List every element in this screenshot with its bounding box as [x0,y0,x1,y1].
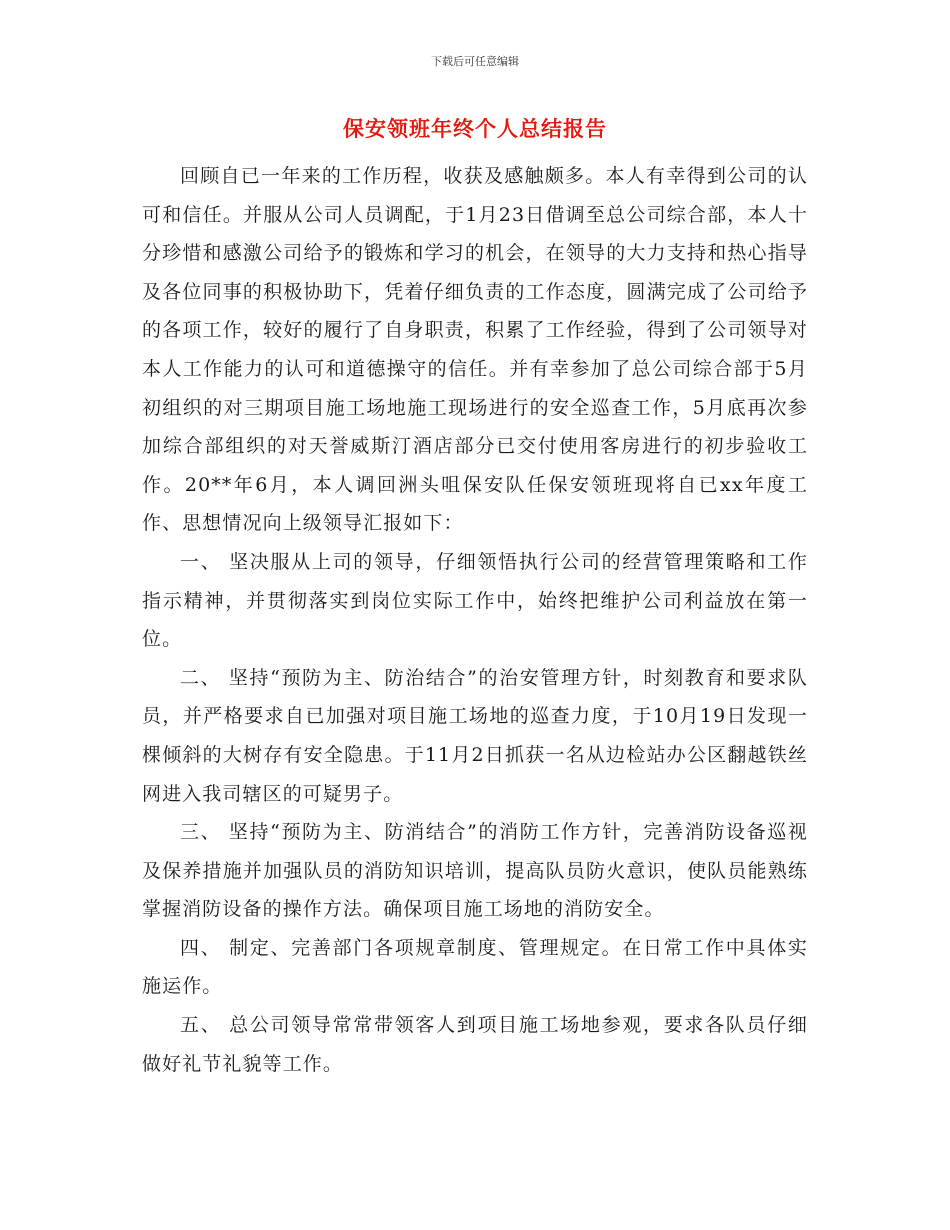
paragraph-item-5: 五、 总公司领导常常带领客人到项目施工场地参观，要求各队员仔细做好礼节礼貌等工作。 [142,1014,808,1075]
paragraph-item-4: 四、 制定、完善部门各项规章制度、管理规定。在日常工作中具体实施运作。 [142,936,808,998]
paragraph-intro: 回顾自已一年来的工作历程，收获及感触颇多。本人有幸得到公司的认可和信任。并服从公司人员调配，于1月23日借调至总公司综合部，本人十分珍惜和感激公司给予的锻炼和学习的机会，在领导的大力支持和热心指导及各位同事的积极协助下，凭着仔细负责的工作态度，圆满完成了公司给予的各项工作，较好的履行了自身职责，积累了工作经验，得到了公司领导对本人工作能力的认可和道德操守的信任。并有幸参加了总公司综合部于5月初组织的对三期项目施工场地施工现场进行的安全巡查工作，5月底再次参加综合部组织的对天誉威斯汀酒店部分已交付使用客房进行的初步验收工作。20**年6月，本人调回洲头咀保安队任保安领班现将自已xx年度工作、思想情况向上级领导汇报如下： [142,165,808,535]
paragraph-item-3: 三、 坚持“预防为主、防消结合”的消防工作方针，完善消防设备巡视及保养措施并加强队员的消防知识培训，提高队员防火意识，使队员能熟练掌握消防设备的操作方法。确保项目施工场地的消防安全。 [142,821,808,921]
paragraph-item-2: 二、 坚持“预防为主、防治结合”的治安管理方针，时刻教育和要求队员，并严格要求自已加强对项目施工场地的巡查力度，于10月19日发现一棵倾斜的大树存有安全隐患。于11月2日抓获一名从边检站办公区翻越铁丝网进入我司辖区的可疑男子。 [142,666,808,805]
page-header: 下载后可任意编辑 [431,55,519,68]
document-title: 保安领班年终个人总结报告 [343,117,607,141]
paragraph-item-1: 一、 坚决服从上司的领导，仔细领悟执行公司的经营管理策略和工作 指示精神，并贯彻落实到岗位实际工作中，始终把维护公司利益放在第一位。 [142,550,808,651]
document-body [142,157,808,1083]
